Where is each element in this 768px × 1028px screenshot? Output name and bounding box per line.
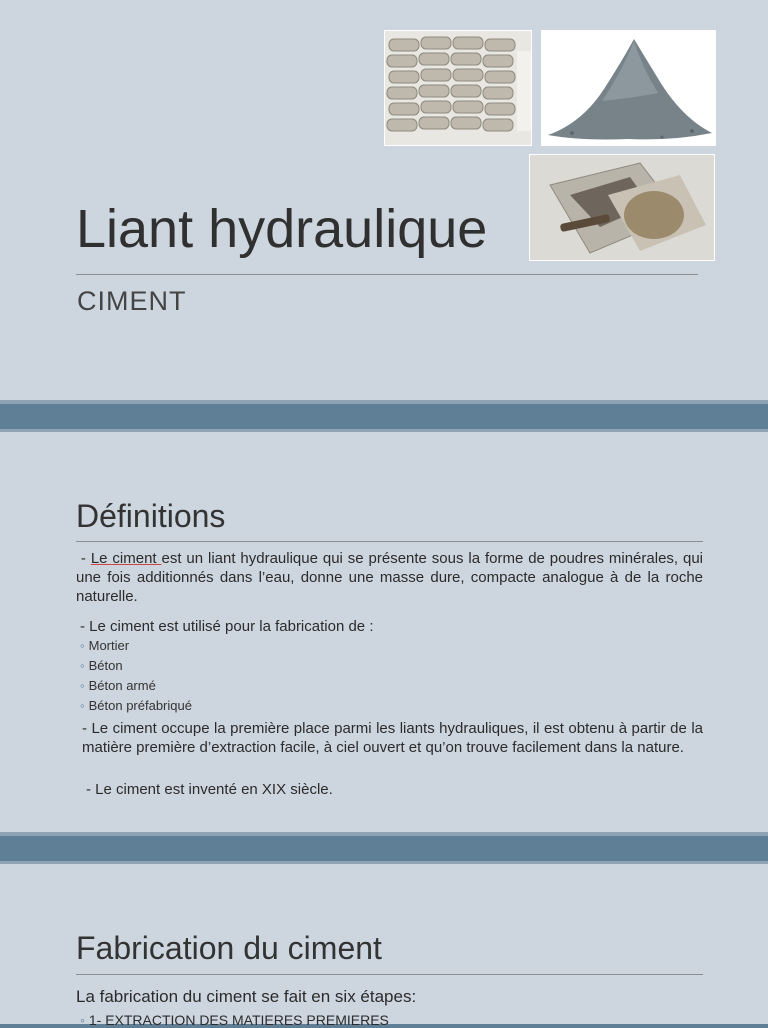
usage-item-label: Mortier [88, 638, 130, 653]
definition-term: Le ciment [90, 550, 162, 567]
definitions-heading: Définitions [76, 498, 226, 534]
bullet-marker-icon: ◦ [80, 678, 85, 693]
usage-item-label: Béton armé [88, 678, 156, 693]
definition-paragraph [76, 549, 703, 606]
ranking-paragraph: - Le ciment occupe la première place parmi les liants hydrauliques, il est obtenu à partir de la matière première d’extraction facile, à ciel ouvert et qu’on trouve facilement dans la nature. [82, 720, 703, 756]
slide-title: Liant hydraulique [76, 199, 488, 259]
bullet-marker-icon: ◦ [80, 658, 85, 673]
usage-item-mortier [80, 638, 129, 653]
fabrication-divider [76, 974, 703, 975]
slide-subtitle: CIMENT [77, 286, 187, 316]
bullet-marker-icon: ◦ [80, 638, 85, 653]
fabrication-heading: Fabrication du ciment [76, 930, 382, 966]
usage-item-beton [80, 658, 123, 673]
definitions-divider [76, 541, 703, 542]
definitions-slide [0, 432, 768, 832]
usage-intro: - Le ciment est utilisé pour la fabrication de : [80, 618, 374, 635]
definition-text: est un liant hydraulique qui se présente sous la forme de poudres minérales, qui une fois additionnés dans l’eau, donne une masse dure, compacte analogue à de la roche naturelle. [76, 550, 703, 605]
usage-item-beton-prefabrique [80, 698, 192, 713]
step-label: 1- EXTRACTION DES MATIERES PREMIERES [88, 1012, 389, 1028]
usage-item-label: Béton préfabriqué [88, 698, 192, 713]
bullet-marker-icon: ◦ [80, 1012, 89, 1028]
slide-separator [0, 400, 768, 432]
invention-paragraph: - Le ciment est inventé en XIX siècle. [86, 781, 333, 798]
paragraph-dash: - [76, 550, 91, 567]
mortar-trowel-photo [529, 154, 715, 261]
cement-bags-photo [384, 30, 532, 146]
fabrication-intro: La fabrication du ciment se fait en six étapes: [76, 987, 417, 1006]
fabrication-step-1 [80, 1012, 389, 1028]
usage-item-beton-arme [80, 678, 156, 693]
title-divider [76, 274, 698, 275]
usage-item-label: Béton [88, 658, 123, 673]
title-slide [0, 0, 768, 400]
slide-separator [0, 832, 768, 864]
bullet-marker-icon: ◦ [80, 698, 85, 713]
cement-powder-photo [541, 30, 716, 146]
